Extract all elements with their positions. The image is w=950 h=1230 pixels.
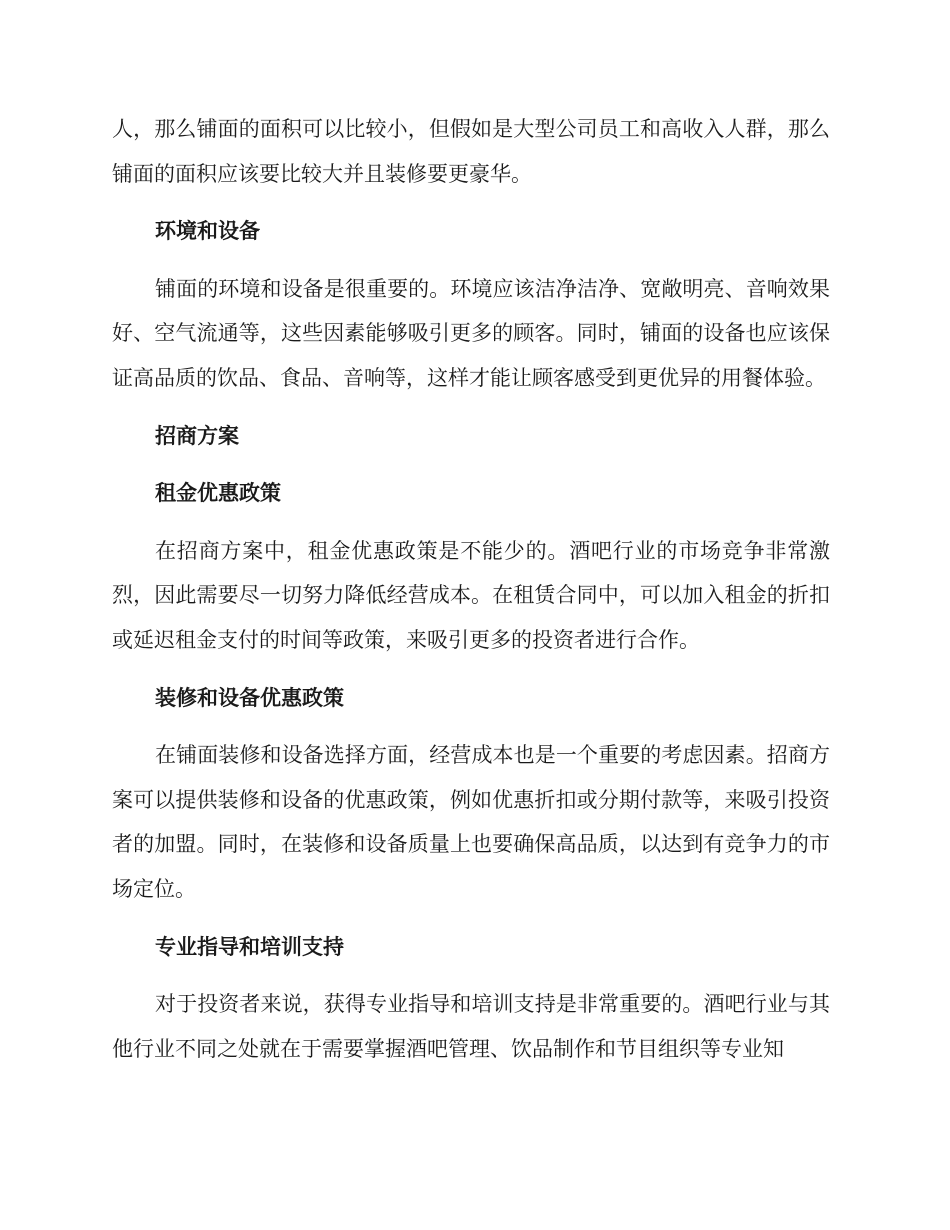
heading-training-support: 专业指导和培训支持	[155, 934, 344, 959]
heading-decoration-discount: 装修和设备优惠政策	[155, 685, 344, 710]
spacer	[112, 663, 830, 676]
spacer	[112, 516, 830, 529]
document-page	[112, 107, 830, 1071]
spacer	[112, 401, 830, 414]
heading-environment-equipment: 环境和设备	[155, 219, 260, 244]
paragraph-training-support: 对于投资者来说，获得专业指导和培训支持是非常重要的。酒吧行业与其他行业不同之处就在于需要掌握酒吧管理、饮品制作和节目组织等专业知	[112, 992, 830, 1061]
paragraph-continuation: 人，那么铺面的面积可以比较小，但假如是大型公司员工和高收入人群，那么铺面的面积应该要比较大并且装修要更豪华。	[112, 117, 830, 186]
spacer	[112, 720, 830, 733]
paragraph-rent-discount: 在招商方案中，租金优惠政策是不能少的。酒吧行业的市场竞争非常激烈，因此需要尽一切努力降低经营成本。在租赁合同中，可以加入租金的折扣或延迟租金支付的时间等政策，来吸引更多的投资者进行合作。	[112, 538, 830, 652]
spacer	[112, 458, 830, 471]
paragraph-environment: 铺面的环境和设备是很重要的。环境应该洁净洁净、宽敞明亮、音响效果好、空气流通等，这些因素能够吸引更多的顾客。同时，铺面的设备也应该保证高品质的饮品、食品、音响等，这样才能让顾客感受到更优异的用餐体验。	[112, 276, 830, 390]
heading-investment-plan: 招商方案	[155, 423, 239, 448]
spacer	[112, 254, 830, 267]
spacer	[112, 912, 830, 925]
paragraph-decoration-discount: 在铺面装修和设备选择方面，经营成本也是一个重要的考虑因素。招商方案可以提供装修和设备的优惠政策，例如优惠折扣或分期付款等，来吸引投资者的加盟。同时，在装修和设备质量上也要确保高品质，以达到有竞争力的市场定位。	[112, 743, 830, 901]
heading-rent-discount: 租金优惠政策	[155, 481, 281, 506]
spacer	[112, 969, 830, 982]
spacer	[112, 196, 830, 209]
